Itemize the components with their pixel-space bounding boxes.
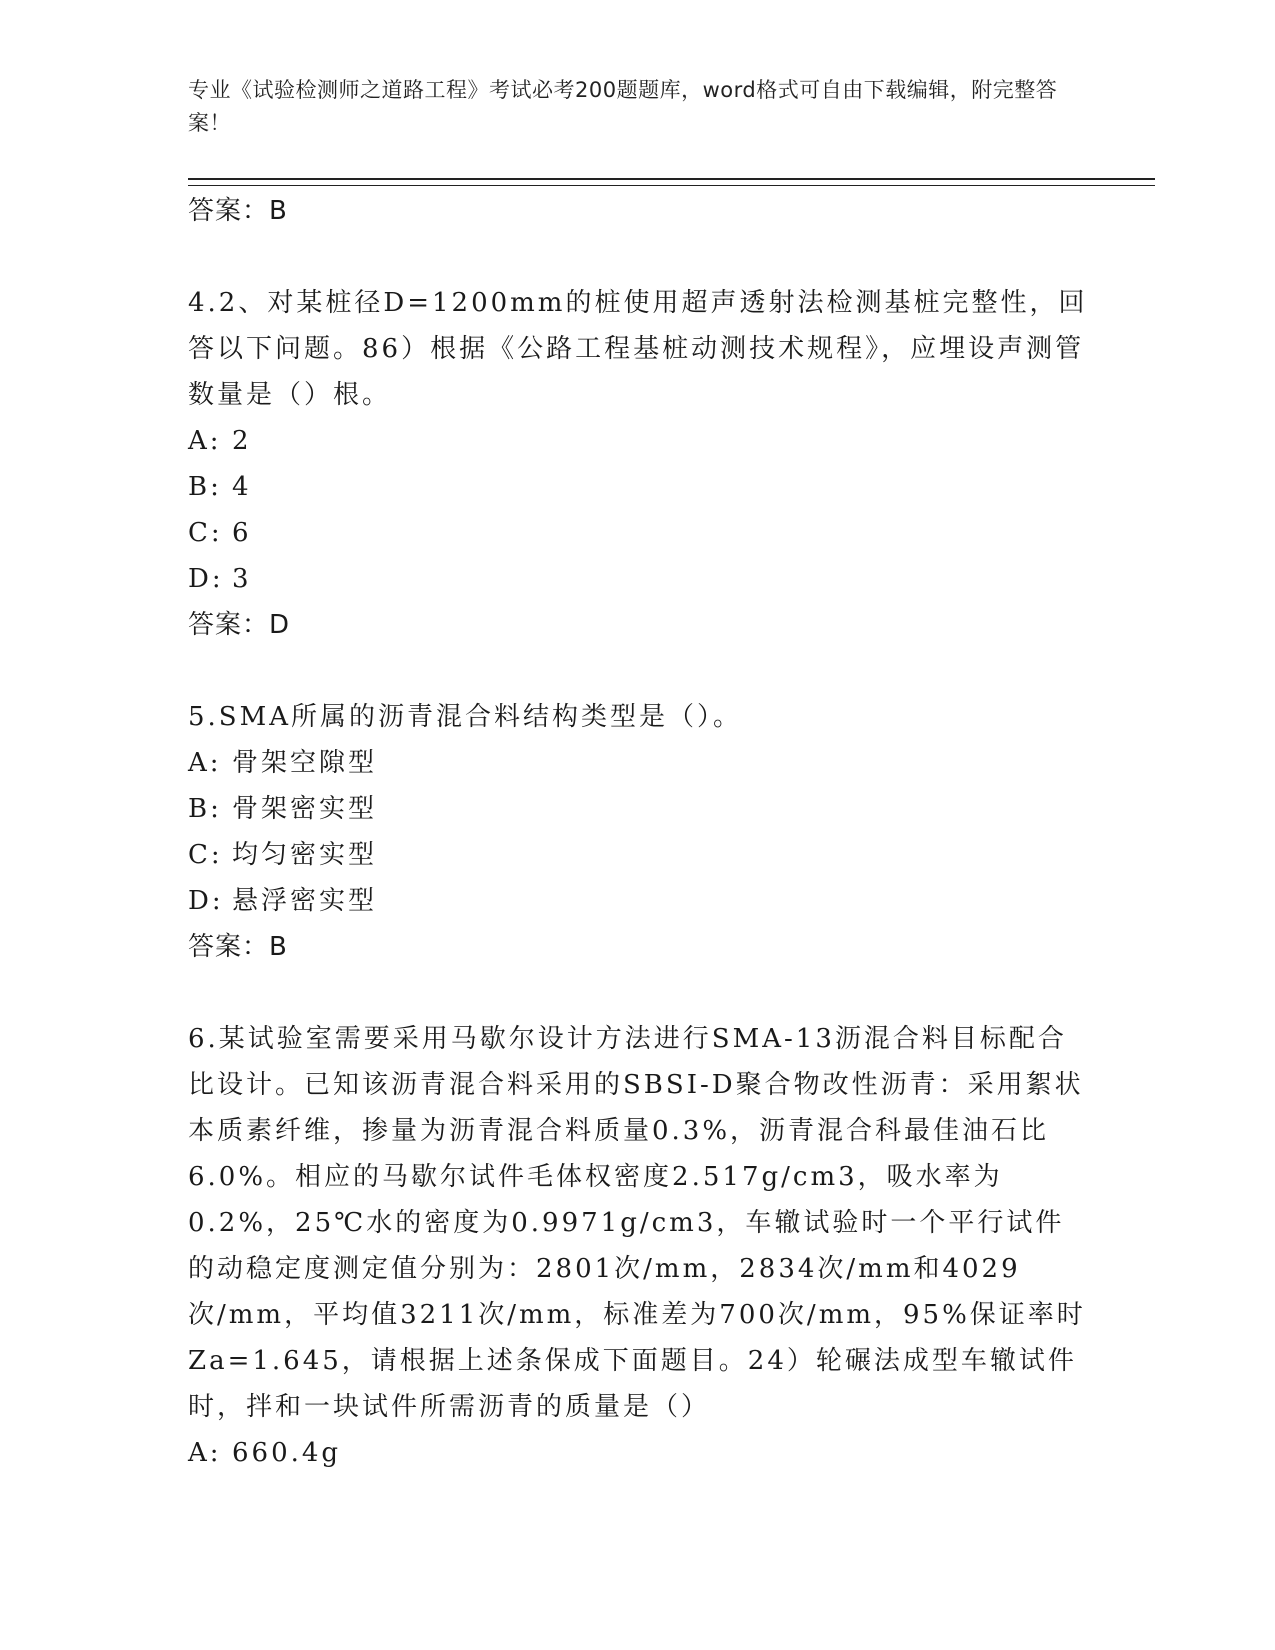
option-key: B: xyxy=(188,794,222,824)
option-value: 骨架空隙型 xyxy=(232,748,378,778)
question-5-option-b xyxy=(188,786,1088,832)
option-value: 660.4g xyxy=(232,1438,342,1468)
option-value: 6 xyxy=(232,518,252,548)
option-key: A: xyxy=(188,426,222,456)
question-4-option-b xyxy=(188,464,1088,510)
question-4-option-d xyxy=(188,556,1088,602)
question-5-text: 5.SMA所属的沥青混合料结构类型是（）。 xyxy=(188,702,743,732)
question-5-option-d xyxy=(188,878,1088,924)
question-6-option-a xyxy=(188,1430,1088,1476)
option-value: 悬浮密实型 xyxy=(232,886,378,916)
option-key: C: xyxy=(188,840,223,870)
option-value: 4 xyxy=(232,472,252,502)
option-value: 骨架密实型 xyxy=(232,794,378,824)
option-key: A: xyxy=(188,1438,222,1468)
option-value: 均匀密实型 xyxy=(232,840,378,870)
question-4-text: 4.2、对某桩径D=1200mm的桩使用超声透射法检测基桩完整性，回答以下问题。86）根据《公路工程基桩动测技术规程》，应埋设声测管数量是（）根。 xyxy=(188,288,1088,410)
option-key: D: xyxy=(188,886,224,916)
question-5-option-c xyxy=(188,832,1088,878)
page-header: 专业《试验检测师之道路工程》考试必考200题题库，word格式可自由下载编辑，附完整答案！ xyxy=(188,78,1058,135)
question-4-option-a xyxy=(188,418,1088,464)
document-content xyxy=(188,188,1088,1476)
option-key: B: xyxy=(188,472,222,502)
question-5-option-a xyxy=(188,740,1088,786)
question-4-option-c xyxy=(188,510,1088,556)
option-value: 2 xyxy=(232,426,252,456)
option-key: C: xyxy=(188,518,223,548)
option-key: A: xyxy=(188,748,222,778)
option-key: D: xyxy=(188,564,224,594)
header-divider xyxy=(188,178,1155,186)
option-value: 3 xyxy=(232,564,252,594)
question-5-answer: 答案：B xyxy=(188,932,288,962)
question-4-answer: 答案：D xyxy=(188,610,291,640)
answer-previous: 答案：B xyxy=(188,196,288,226)
question-6-text: 6.某试验室需要采用马歇尔设计方法进行SMA-13沥混合料目标配合比设计。已知该沥青混合料采用的SBSI-D聚合物改性沥青：采用絮状本质素纤维，掺量为沥青混合料质量0.3%，沥青混合科最佳油石比6.0%。相应的马歇尔试件毛体权密度2.517g/cm3，吸水率为0.2%，25℃水的密度为0.9971g/cm3，车辙试验时一个平行试件的动稳定度测定值分别为：2801次/mm，2834次/mm和4029次/mm，平均值3211次/mm，标准差为700次/mm，95%保证率时Za=1.645，请根据上述条保成下面题目。24）轮碾法成型车辙试件时，拌和一块试件所需沥青的质量是（） xyxy=(188,1024,1086,1422)
